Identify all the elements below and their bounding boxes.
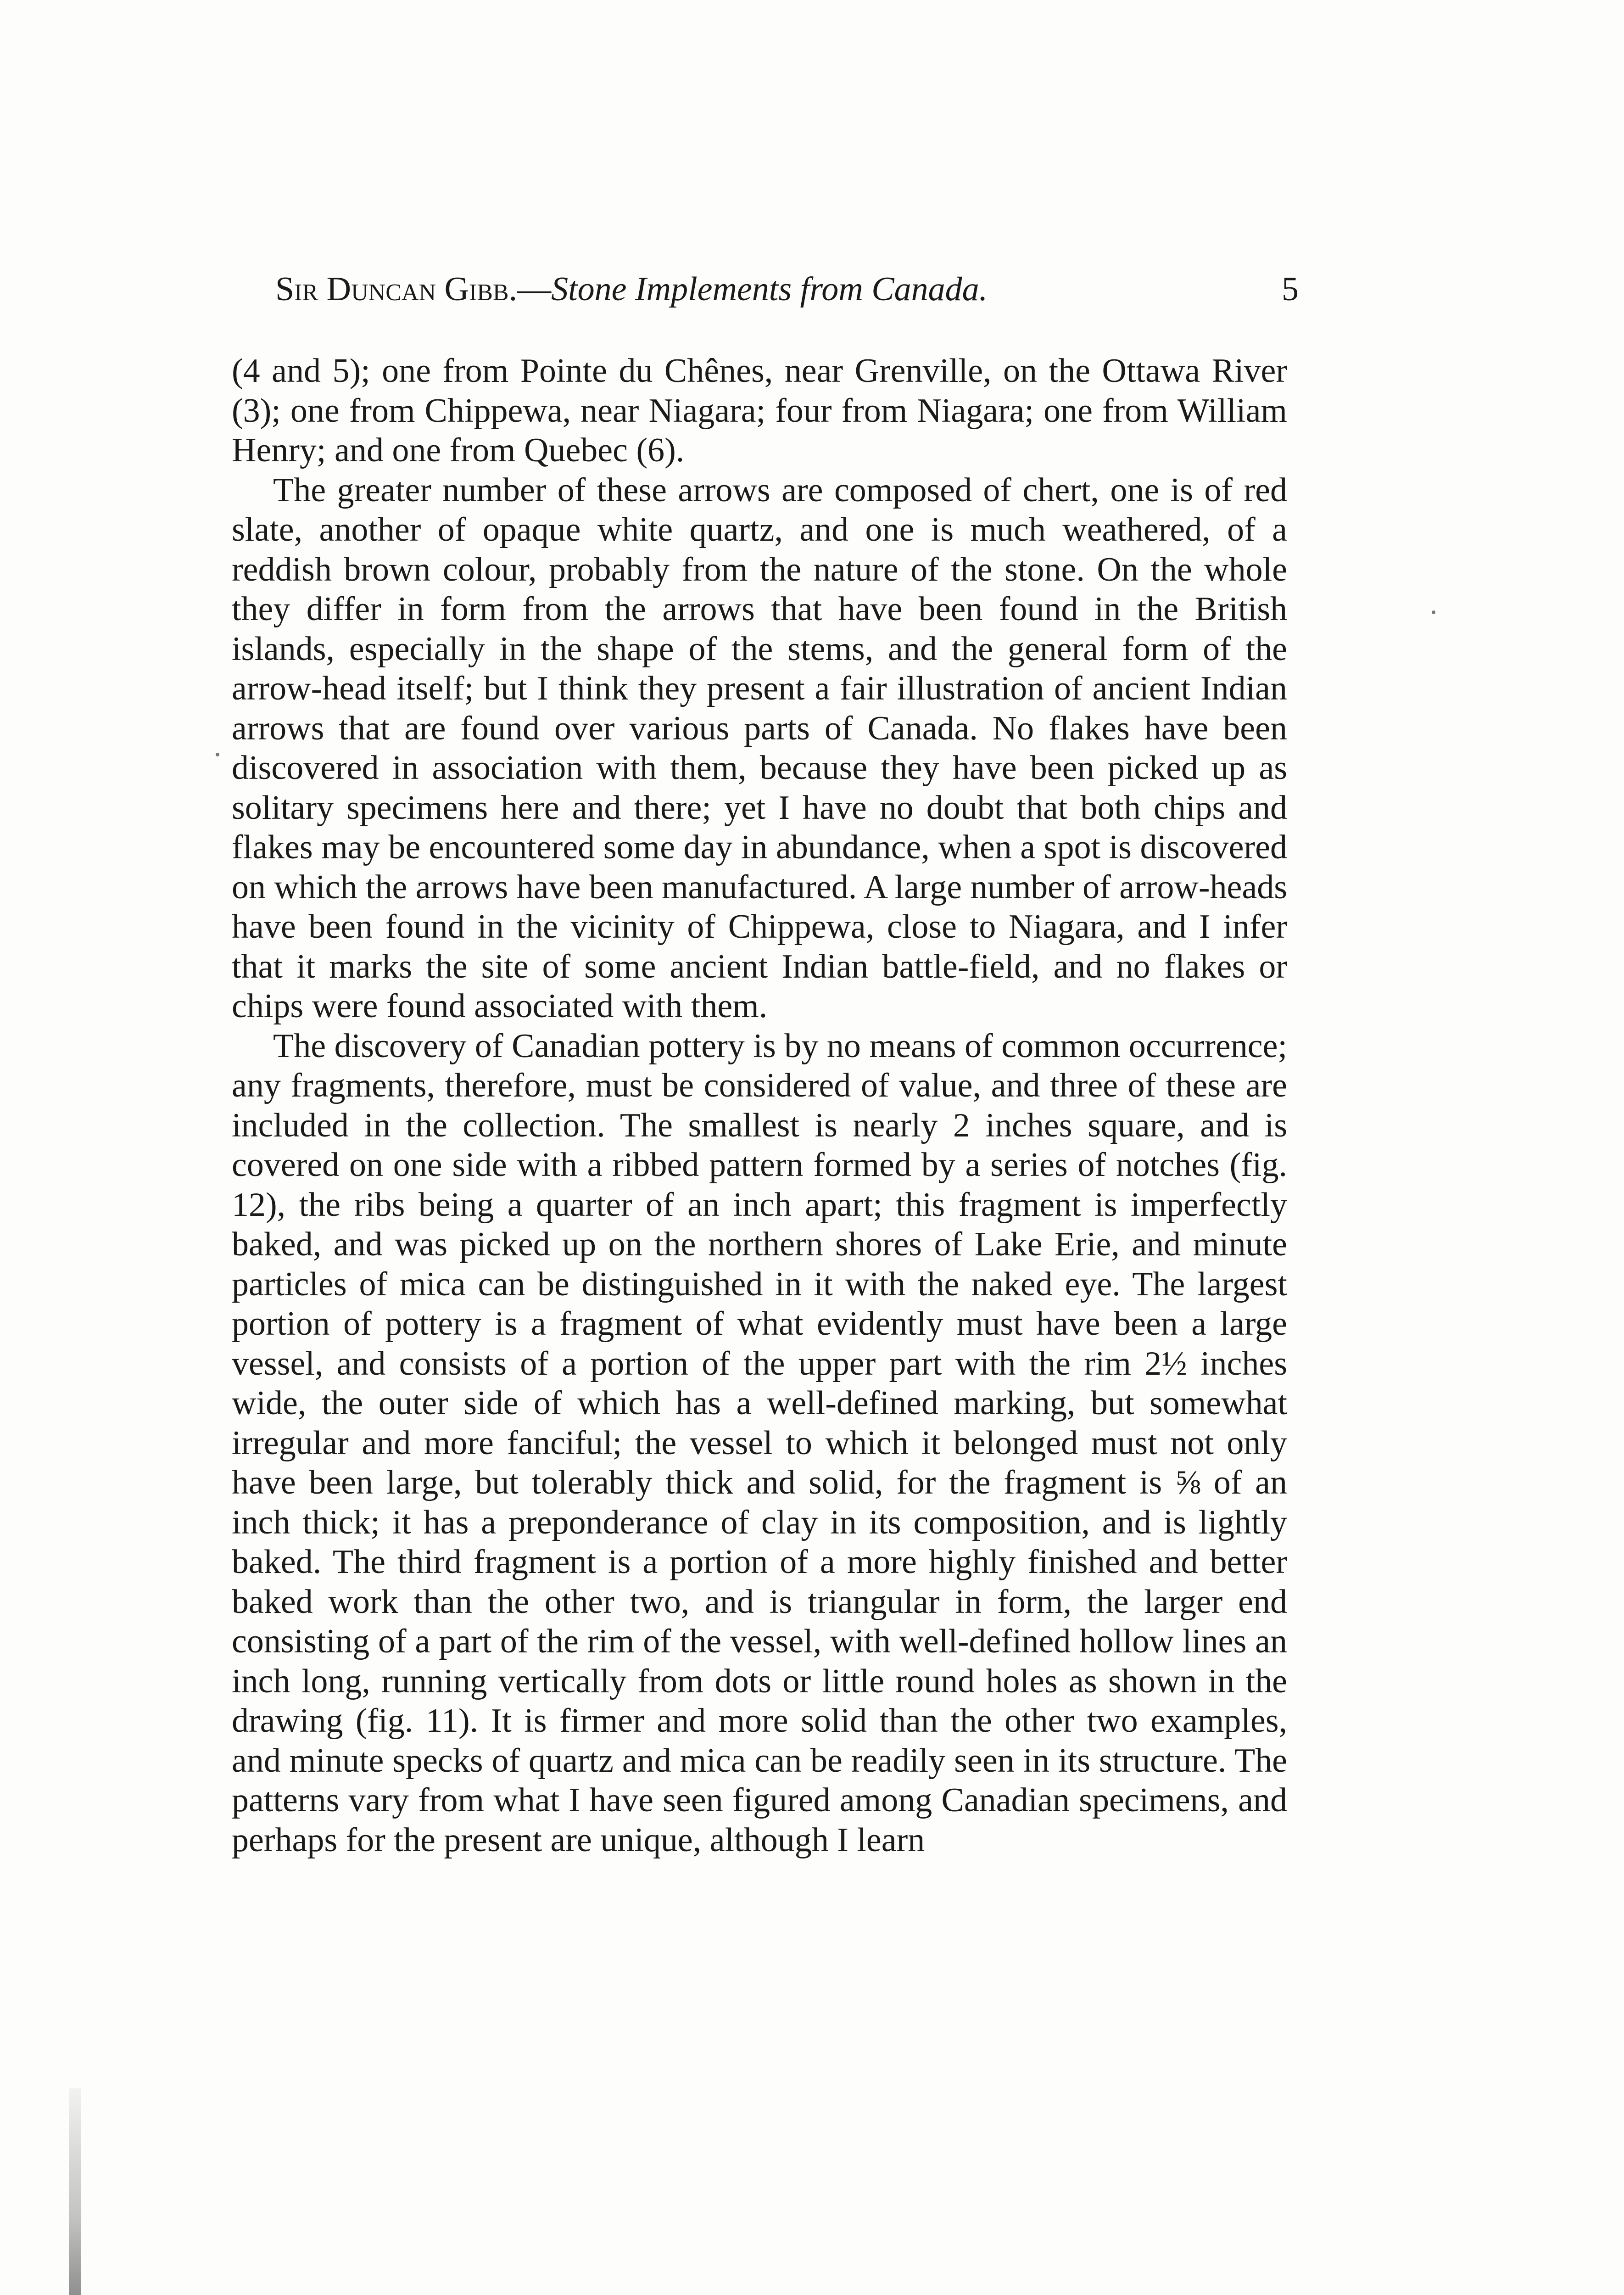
running-head-separator: — [517, 270, 552, 308]
paragraph-arrows: The greater number of these arrows are composed of chert, one is of red slate, another of opaque white quartz, and one is much weathered, of a reddish brown colour, probably from the nature of the stone. On the whole they differ in form from the arrows that have been found in the British islands, especially in the shape of the stems, and the general form of the arrow-head itself; but I think they present a fair illustration of ancient Indian arrows that are found over various parts of Canada. No flakes have been discovered in association with them, because they have been picked up as solitary specimens here and there; yet I have no doubt that both chips and flakes may be encountered some day in abundance, when a spot is discovered on which the arrows have been manufactured. A large number of arrow-heads have been found in the vicinity of Chippewa, close to Niagara, and I infer that it marks the site of some ancient Indian battle-field, and no flakes or chips were found associated with them. [232, 471, 1287, 1025]
scan-speck [1432, 610, 1435, 614]
paragraph-continuation: (4 and 5); one from Pointe du Chênes, near Grenville, on the Ottawa River (3); one from Chippewa, near Niagara; four from Niagara; one from William Henry; and one from Quebec (6). [232, 352, 1287, 469]
page-number: 5 [1282, 270, 1299, 308]
paragraph-pottery: The discovery of Canadian pottery is by no means of common occurrence; any fragments, therefore, must be considered of value, and three of these are included in the collection. The smallest is nearly 2 inches square, and is covered on one side with a ribbed pattern formed by a series of notches (fig. 12), the ribs being a quarter of an inch apart; this fragment is imperfectly baked, and was picked up on the northern shores of Lake Erie, and minute particles of mica can be distinguished in it with the naked eye. The largest portion of pottery is a fragment of what evidently must have been a large vessel, and consists of a portion of the upper part with the rim 2½ inches wide, the outer side of which has a well-defined marking, but somewhat irregular and more fanciful; the vessel to which it belonged must not only have been large, but tolerably thick and solid, for the fragment is ⅝ of an inch thick; it has a preponderance of clay in its composition, and is lightly baked. The third fragment is a portion of a more highly finished and better baked work than the other two, and is triangular in form, the larger end consisting of a part of the rim of the vessel, with well-defined hollow lines an inch long, running vertically from dots or little round holes as shown in the drawing (fig. 11). It is firmer and more solid than the other two examples, and minute specks of quartz and mica can be readily seen in its structure. The patterns vary from what I have seen figured among Canadian specimens, and perhaps for the present are unique, although I learn [232, 1027, 1287, 1859]
body-text [232, 351, 1287, 1860]
scan-speck [216, 753, 219, 756]
running-head-author: Sir Duncan Gibb. [275, 270, 518, 308]
running-head-title: Stone Implements from Canada. [551, 270, 988, 308]
running-head [275, 269, 1299, 310]
scan-edge-streak [69, 2088, 81, 2295]
